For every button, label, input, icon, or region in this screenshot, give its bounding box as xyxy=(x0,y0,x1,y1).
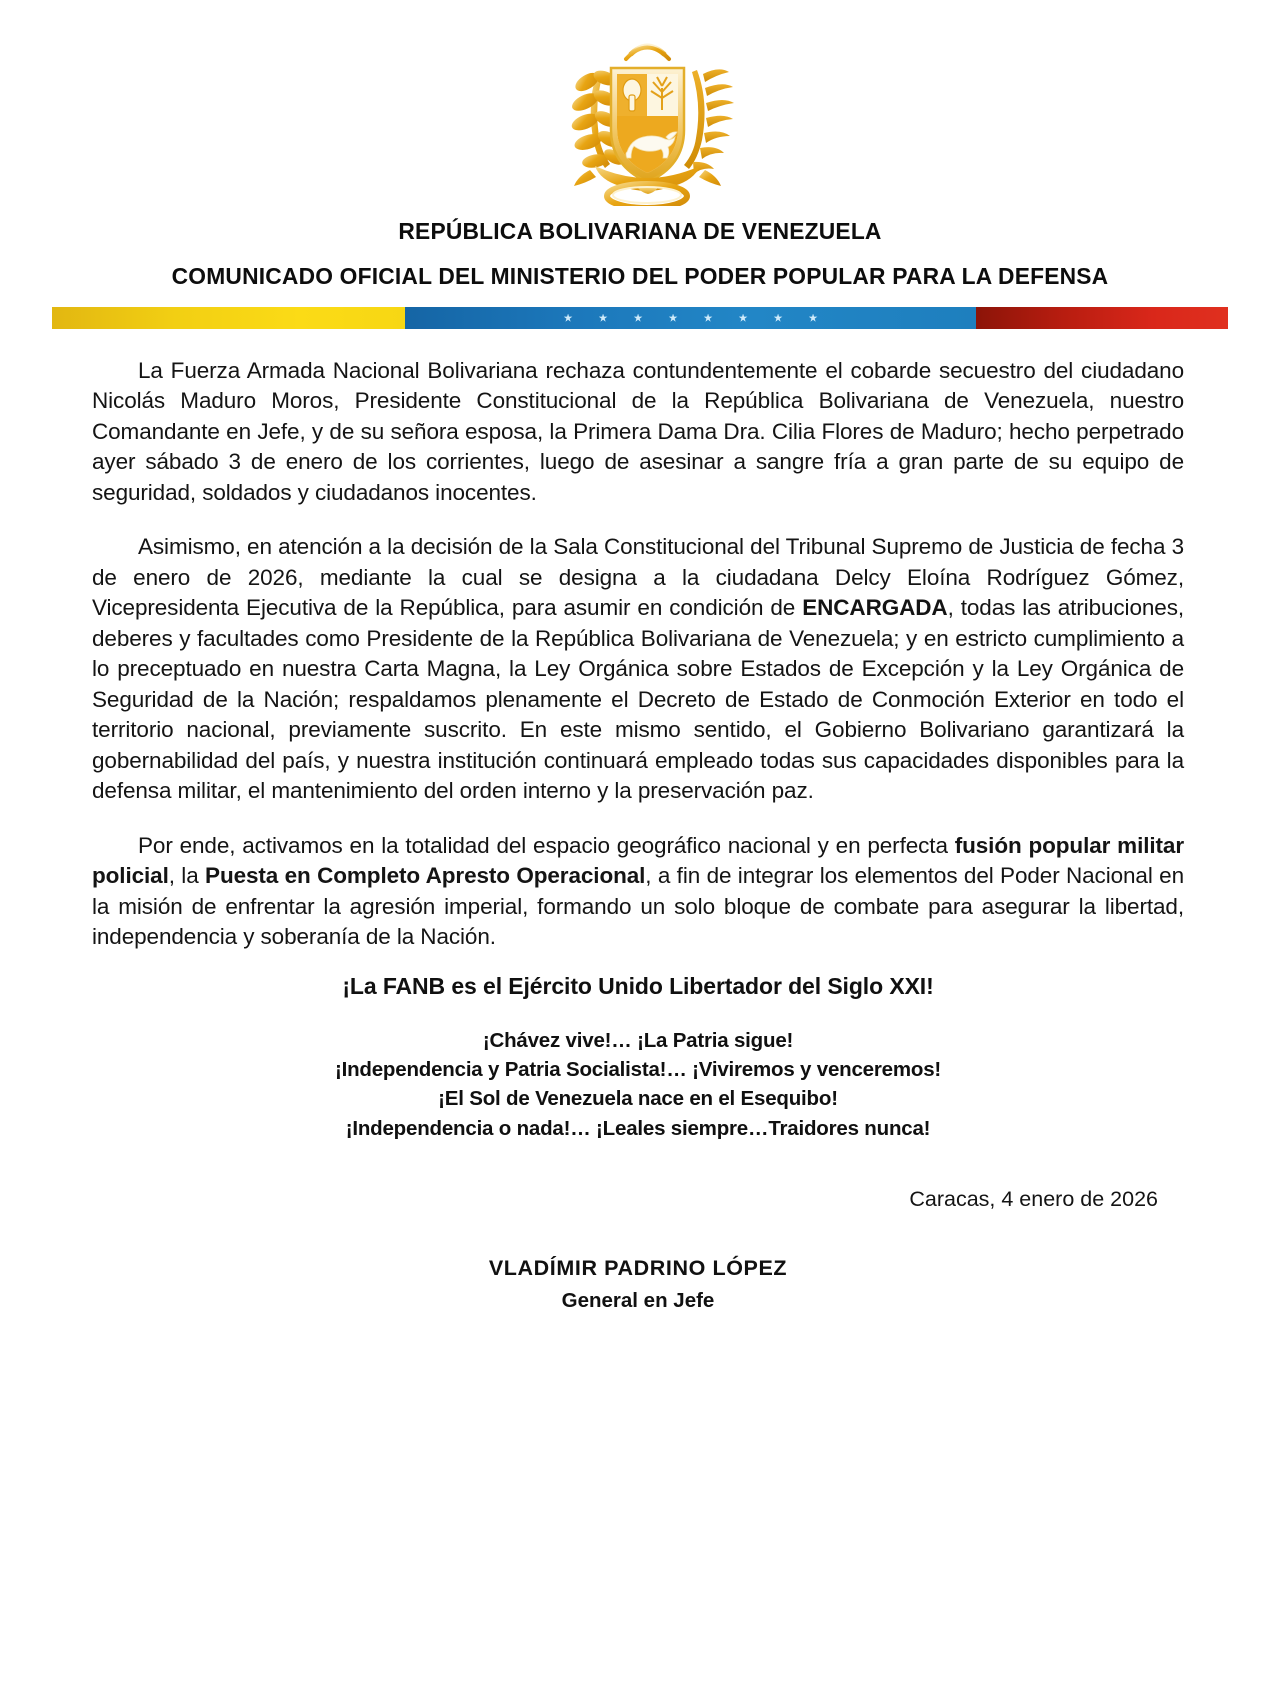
star-icon xyxy=(774,314,783,323)
page-subtitle: COMUNICADO OFICIAL DEL MINISTERIO DEL PODER POPULAR PARA LA DEFENSA xyxy=(171,263,1109,289)
star-icon xyxy=(809,314,818,323)
document-body xyxy=(0,356,1280,1313)
page-title: REPÚBLICA BOLIVARIANA DE VENEZUELA xyxy=(398,218,882,244)
paragraph-3 xyxy=(92,831,1184,953)
slogans-block xyxy=(92,1026,1184,1143)
paragraph-3-emphasis-apresto: Puesta en Completo Apresto Operacional xyxy=(205,863,646,889)
star-icon xyxy=(669,314,678,323)
band-blue-segment xyxy=(405,307,977,329)
paragraph-3-emphasis-fusion: fusión popular militar policial xyxy=(92,832,1184,889)
slogan-line-2: ¡Independencia y Patria Socialista!… ¡Viviremos y venceremos! xyxy=(334,1058,942,1082)
signature-block xyxy=(92,1256,1184,1313)
place-and-date: Caracas, 4 enero de 2026 xyxy=(909,1186,1158,1211)
paragraph-1 xyxy=(92,356,1184,508)
band-red-segment xyxy=(976,307,1228,329)
star-icon xyxy=(599,314,608,323)
paragraph-3-text-b: , la xyxy=(168,863,206,889)
slogan-line-1: ¡Chávez vive!… ¡La Patria sigue! xyxy=(482,1028,794,1052)
star-icon xyxy=(634,314,643,323)
paragraph-3-text-a: Por ende, activamos en la totalidad del espacio geográfico nacional y en perfecta xyxy=(138,832,955,858)
star-icon xyxy=(564,314,573,323)
paragraph-3-text-c: , a fin de integrar los elementos del Poder Nacional en la misión de enfrentar la agresión imperial, formando un solo bloque de combate para asegurar la libertad, independencia y soberanía de la Nación. xyxy=(92,863,1184,950)
tricolor-flag-band xyxy=(52,307,1228,329)
signatory-name: VLADÍMIR PADRINO LÓPEZ xyxy=(488,1255,788,1280)
slogan-line-3: ¡El Sol de Venezuela nace en el Esequibo! xyxy=(438,1087,838,1111)
signatory-rank: General en Jefe xyxy=(561,1288,715,1312)
motto-line: ¡La FANB es el Ejército Unido Libertador del Siglo XXI! xyxy=(342,972,934,999)
paragraph-2-emphasis-encargada: ENCARGADA xyxy=(802,595,948,621)
paragraph-1-text: La Fuerza Armada Nacional Bolivariana rechaza contundentemente el cobarde secuestro del ciudadano Nicolás Maduro Moros, Presidente Constitucional de la República Bolivariana de Venezuela, nuestro Comandante en Jefe, y de su señora esposa, la Primera Dama Dra. Cilia Flores de Maduro; hecho perpetrado ayer sábado 3 de enero de los corrientes, luego de asesinar a sangre fría a gran parte de su equipo de seguridad, soldados y ciudadanos inocentes. xyxy=(92,358,1184,505)
emblem-container xyxy=(0,26,1280,212)
paragraph-2-text-b: , todas las atribuciones, deberes y facultades como Presidente de la República Bolivariana de Venezuela; y en estricto cumplimiento a lo preceptuado en nuestra Carta Magna, la Ley Orgánica sobre Estados de Excepción y la Ley Orgánica de Seguridad de la Nación; respaldamos plenamente el Decreto de Estado de Conmoción Exterior en todo el territorio nacional, previamente suscrito. En este mismo sentido, el Gobierno Bolivariano garantizará la gobernabilidad del país, y nuestra institución continuará empleado todas sus capacidades disponibles para la defensa militar, el mantenimiento del orden interno y la preservación paz. xyxy=(92,595,1184,804)
band-yellow-segment xyxy=(52,307,405,329)
document-header xyxy=(0,0,1280,290)
coat-of-arms-icon xyxy=(535,26,760,206)
star-icon xyxy=(739,314,748,323)
star-icon xyxy=(704,314,713,323)
paragraph-2-text-a: Asimismo, en atención a la decisión de la Sala Constitucional del Tribunal Supremo de Justicia de fecha 3 de enero de 2026, mediante la cual se designa a la ciudadana Delcy Eloína Rodríguez Gómez, Vicepresidenta Ejecutiva de la República, para asumir en condición de xyxy=(92,534,1184,621)
paragraph-2 xyxy=(92,532,1184,806)
slogan-line-4: ¡Independencia o nada!… ¡Leales siempre…Traidores nunca! xyxy=(345,1116,931,1140)
